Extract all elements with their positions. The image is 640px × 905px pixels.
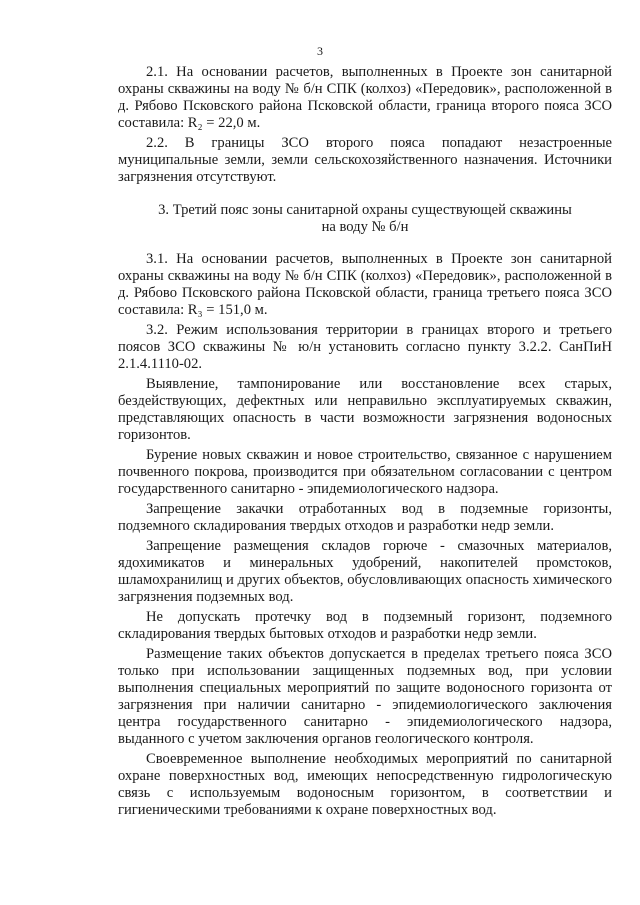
page-number: 3 xyxy=(317,44,323,58)
paragraph-2-2: 2.2. В границы ЗСО второго пояса попадают незастроенные муниципальные земли, земли сельскохозяйственного назначения. Источники загрязнения отсутствуют. xyxy=(118,135,612,185)
paragraph-drilling: Бурение новых скважин и новое строительство, связанное с нарушением почвенного покрова, производится при обязательном согласовании с центром государственного санитарно - эпидемиологического надзора. xyxy=(118,447,612,497)
section-2-body xyxy=(118,64,612,186)
paragraph-injection-ban: Запрещение закачки отработанных вод в подземные горизонты, подземного складирования твердых отходов и разработки недр земли. xyxy=(118,501,612,534)
paragraph-storage-ban: Запрещение размещения складов горюче - смазочных материалов, ядохимикатов и минеральных удобрений, накопителей промстоков, шламохранилищ и других объектов, обусловливающих опасность химического загрязнения подземных вод. xyxy=(118,538,612,605)
paragraph-3-2: 3.2. Режим использования территории в границах второго и третьего поясов ЗСО скважины № ю/н установить согласно пункту 3.2.2. СанПиН 2.1.4.1110-02. xyxy=(118,322,612,372)
section-3-body xyxy=(118,251,612,819)
paragraph-2-1: 2.1. На основании расчетов, выполненных в Проекте зон санитарной охраны скважины на воду № б/н СПК (колхоз) «Передовик», расположенной в д. Рябово Псковского района Псковской области, граница второго пояса ЗСО составила: R₂ = 22,0 м. xyxy=(118,64,612,131)
section-3-heading-line-1: 3. Третий пояс зоны санитарной охраны существующей скважины xyxy=(158,202,572,218)
paragraph-3-1: 3.1. На основании расчетов, выполненных в Проекте зон санитарной охраны скважины на воду № б/н СПК (колхоз) «Передовик», расположенной в д. Рябово Псковского района Псковской области, граница третьего пояса ЗСО составила: R₃ = 151,0 м. xyxy=(118,251,612,318)
paragraph-identification: Выявление, тампонирование или восстановление всех старых, бездействующих, дефектных или неправильно эксплуатируемых скважин, представляющих опасность в части возможности загрязнения водоносных горизонтов. xyxy=(118,376,612,443)
paragraph-surface-water: Своевременное выполнение необходимых мероприятий по санитарной охране поверхностных вод, имеющих непосредственную гидрологическую связь с используемым водоносным горизонтом, в соответствии и гигиеническими требованиями к охране поверхностных вод. xyxy=(118,751,612,818)
paragraph-placement: Размещение таких объектов допускается в пределах третьего пояса ЗСО только при использовании защищенных подземных вод, при условии выполнения специальных мероприятий по защите водоносного горизонта от загрязнения при наличии санитарно - эпидемиологического заключения центра государственного санитарно - эпидемиологического надзора, выданного с учетом заключения органов геологического контроля. xyxy=(118,646,612,747)
section-3-heading xyxy=(118,202,612,236)
section-3-heading-line-2: на воду № б/н xyxy=(321,219,409,235)
paragraph-leak-prevention: Не допускать протечку вод в подземный горизонт, подземного складирования твердых бытовых отходов и разработки недр земли. xyxy=(118,609,612,642)
